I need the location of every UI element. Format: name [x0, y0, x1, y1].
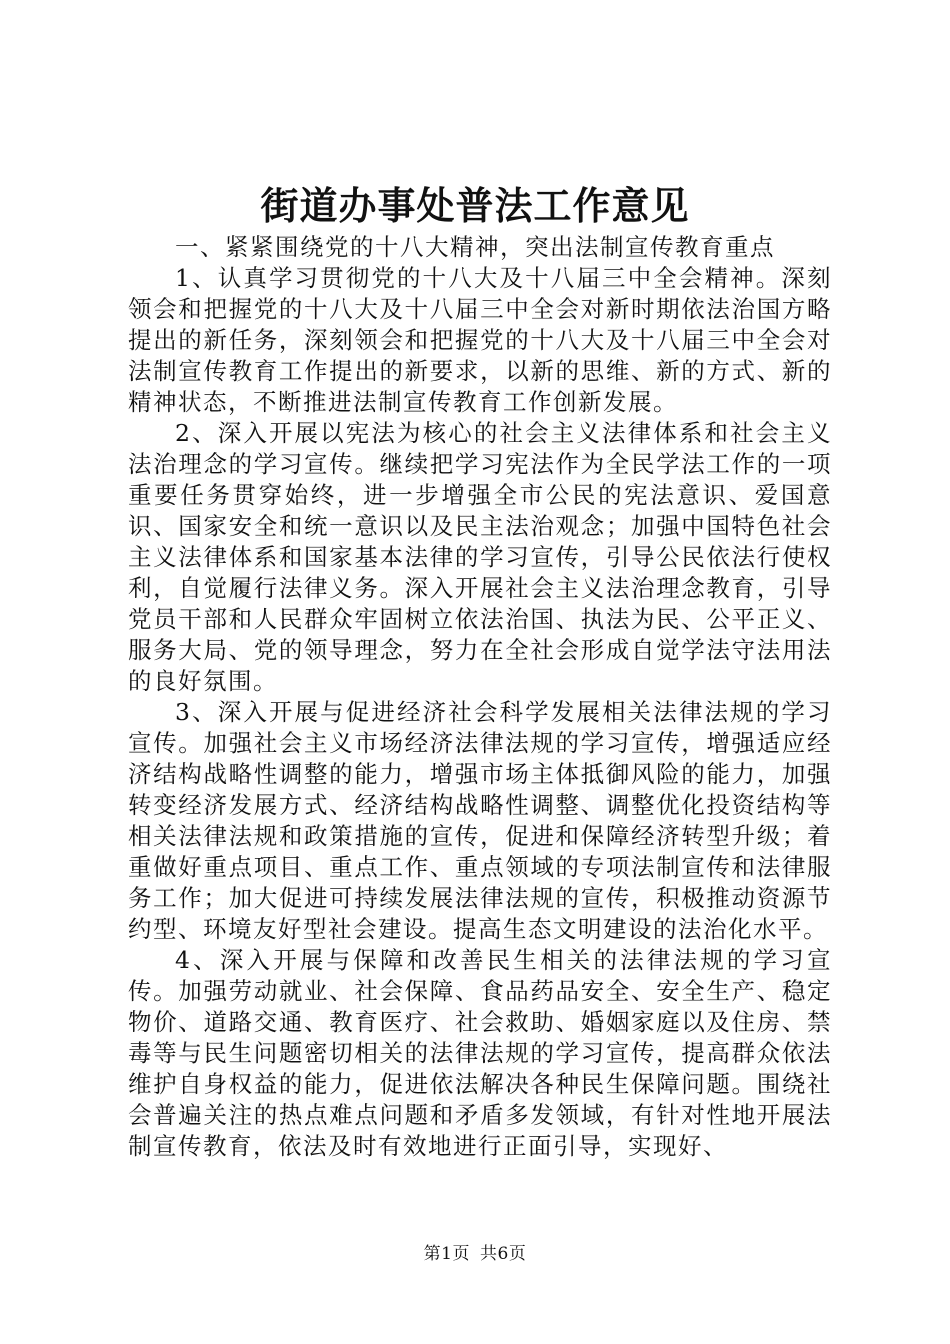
page-total: 共6页 — [480, 1244, 527, 1264]
paragraph-4: 4、深入开展与保障和改善民生相关的法律法规的学习宣传。加强劳动就业、社会保障、食品药品安全、安全生产、稳定物价、道路交通、教育医疗、社会救助、婚姻家庭以及住房、禁毒等与民生问题密切相关的法律法规的学习宣传，提高群众依法维护自身权益的能力，促进依法解决各种民生保障问题。围绕社会普遍关注的热点难点问题和矛盾多发领域，有针对性地开展法制宣传教育，依法及时有效地进行正面引导，实现好、 — [128, 946, 832, 1160]
page-footer — [0, 1243, 950, 1265]
paragraph-1: 1、认真学习贯彻党的十八大及十八届三中全会精神。深刻领会和把握党的十八大及十八届三中全会对新时期依法治国方略提出的新任务，深刻领会和把握党的十八大及十八届三中全会对法制宣传教育工作提出的新要求，以新的思维、新的方式、新的精神状态，不断推进法制宣传教育工作创新发展。 — [128, 264, 832, 416]
page-number: 第1页 — [423, 1244, 470, 1264]
document-title: 街道办事处普法工作意见 — [260, 183, 690, 228]
paragraph-3: 3、深入开展与促进经济社会科学发展相关法律法规的学习宣传。加强社会主义市场经济法律法规的学习宣传，增强适应经济结构战略性调整的能力，增强市场主体抵御风险的能力，加强转变经济发展方式、经济结构战略性调整、调整优化投资结构等相关法律法规和政策措施的宣传，促进和保障经济转型升级；着重做好重点项目、重点工作、重点领域的专项法制宣传和法律服务工作；加大促进可持续发展法律法规的宣传，积极推动资源节约型、环境友好型社会建设。提高生态文明建设的法治化水平。 — [128, 698, 832, 943]
section-heading: 一、紧紧围绕党的十八大精神，突出法制宣传教育重点 — [175, 233, 775, 261]
paragraph-2: 2、深入开展以宪法为核心的社会主义法律体系和社会主义法治理念的学习宣传。继续把学习宪法作为全民学法工作的一项重要任务贯穿始终，进一步增强全市公民的宪法意识、爱国意识、国家安全和统一意识以及民主法治观念；加强中国特色社会主义法律体系和国家基本法律的学习宣传，引导公民依法行使权利，自觉履行法律义务。深入开展社会主义法治理念教育，引导党员干部和人民群众牢固树立依法治国、执法为民、公平正义、服务大局、党的领导理念，努力在全社会形成自觉学法守法用法的良好氛围。 — [128, 419, 832, 695]
document-body — [128, 232, 832, 1162]
